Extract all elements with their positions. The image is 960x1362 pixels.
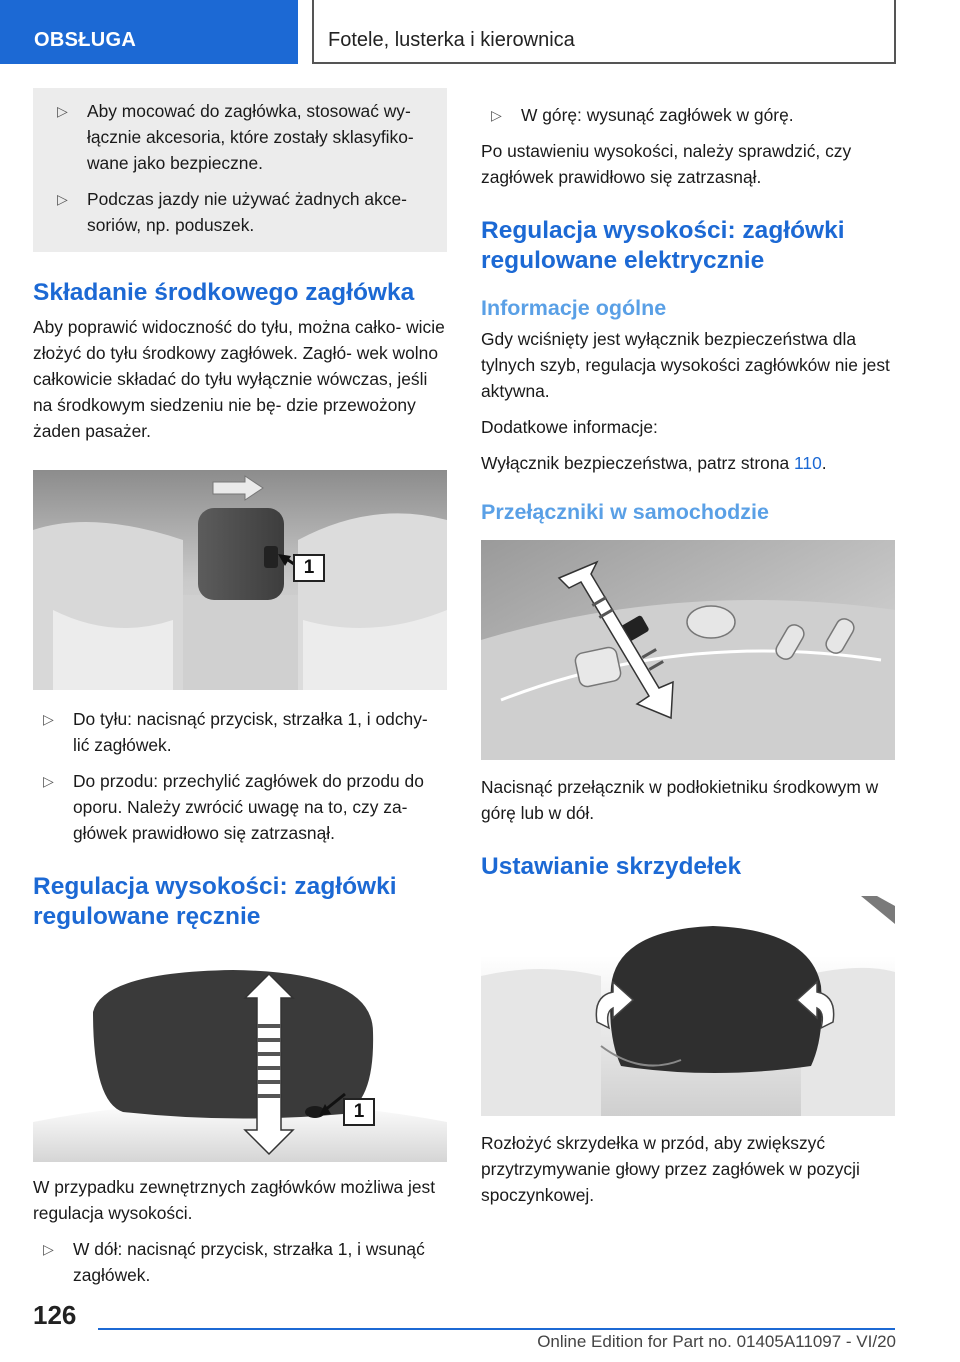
page-link[interactable]: 110: [794, 453, 822, 473]
chapter-title: Fotele, lusterka i kierownica: [328, 29, 575, 51]
callout-number: 1: [293, 554, 325, 582]
paragraph-check-lock: Po ustawieniu wysokości, należy sprawdzić, czy zagłówek prawidłowo się zatrzasnął.: [481, 141, 852, 187]
paragraph-safety-switch: Wyłącznik bezpieczeństwa, patrz strona 110.: [481, 453, 827, 473]
section-title: OBSŁUGA: [34, 29, 137, 51]
list-item: ▷ Do tyłu: nacisnąć przycisk, strzałka 1, i odchy- lić zagłówek.: [33, 706, 447, 758]
heading-general-info: Informacje ogólne: [481, 296, 667, 320]
figure-armrest-switch: [481, 540, 895, 760]
paragraph-outer-headrests: W przypadku zewnętrznych zagłówków możliwa jest regulacja wysokości.: [33, 1177, 436, 1223]
triangle-bullet-icon: ▷: [491, 107, 502, 123]
section-tab: [0, 0, 298, 64]
headrest-wings-illustration: [481, 896, 895, 1116]
list-item: ▷ W dół: nacisnąć przycisk, strzałka 1, i wsunąć zagłówek.: [33, 1236, 447, 1288]
list-item: ▷ Podczas jazdy nie używać żadnych akce- soriów, np. poduszek.: [47, 186, 433, 238]
right-column: [481, 88, 895, 1208]
figure-rear-headrest-fold: [33, 470, 447, 690]
paragraph-wings: Rozłożyć skrzydełka w przód, aby zwiększyć przytrzymywanie głowy przez zagłówek w pozycji spoczynkowej.: [481, 1133, 860, 1205]
triangle-bullet-icon: ▷: [43, 773, 54, 789]
left-column: [33, 88, 447, 1288]
triangle-bullet-icon: ▷: [43, 711, 54, 727]
armrest-switch-illustration: [481, 540, 895, 760]
paragraph-press-switch: Nacisnąć przełącznik w podłokietniku środkowym w górę lub w dół.: [481, 777, 879, 823]
figure-manual-headrest: [33, 962, 447, 1162]
paragraph-folding: Aby poprawić widoczność do tyłu, można całko- wicie złożyć do tyłu środkowy zagłówek. Zagłó- wek wolno całkowicie składać do tyłu wyłącznie wówczas, jeśli na środkowym siedzeniu nie bę- dzie przewożony żaden pasażer.: [33, 317, 445, 441]
paragraph-general-info: Gdy wciśnięty jest wyłącznik bezpieczeństwa dla tylnych szyb, regulacja wysokości zagłówków nie jest aktywna.: [481, 329, 890, 401]
rear-seat-illustration: [33, 470, 447, 690]
footer-divider: [98, 1328, 895, 1330]
triangle-bullet-icon: ▷: [57, 191, 68, 207]
manual-headrest-illustration: [33, 962, 447, 1162]
list-item: ▷ W górę: wysunąć zagłówek w górę.: [481, 102, 895, 128]
paragraph-additional-info: Dodatkowe informacje:: [481, 417, 658, 437]
chapter-header: [312, 0, 896, 64]
triangle-bullet-icon: ▷: [43, 1241, 54, 1257]
list-item: ▷ Aby mocować do zagłówka, stosować wy- łącznie akcesoria, które zostały sklasyfiko- wane jako bezpieczne.: [47, 98, 433, 176]
accessory-note-box: [33, 88, 447, 252]
heading-wings: Ustawianie skrzydełek: [481, 853, 742, 880]
heading-manual-height: Regulacja wysokości: zagłówki regulowane ręcznie: [33, 873, 397, 930]
page-number: 126: [33, 1300, 77, 1330]
callout-number: 1: [343, 1098, 375, 1126]
triangle-bullet-icon: ▷: [57, 103, 68, 119]
list-item: ▷ Do przodu: przechylić zagłówek do przodu do oporu. Należy zwrócić uwagę na to, czy za- główek prawidłowo się zatrzasnął.: [33, 768, 447, 846]
figure-headrest-wings: [481, 896, 895, 1116]
heading-electric-height: Regulacja wysokości: zagłówki regulowane elektrycznie: [481, 217, 845, 274]
edition-footer: Online Edition for Part no. 01405A11097 - VI/20: [537, 1332, 896, 1351]
heading-folding: Składanie środkowego zagłówka: [33, 279, 415, 306]
heading-switches: Przełączniki w samochodzie: [481, 500, 769, 524]
